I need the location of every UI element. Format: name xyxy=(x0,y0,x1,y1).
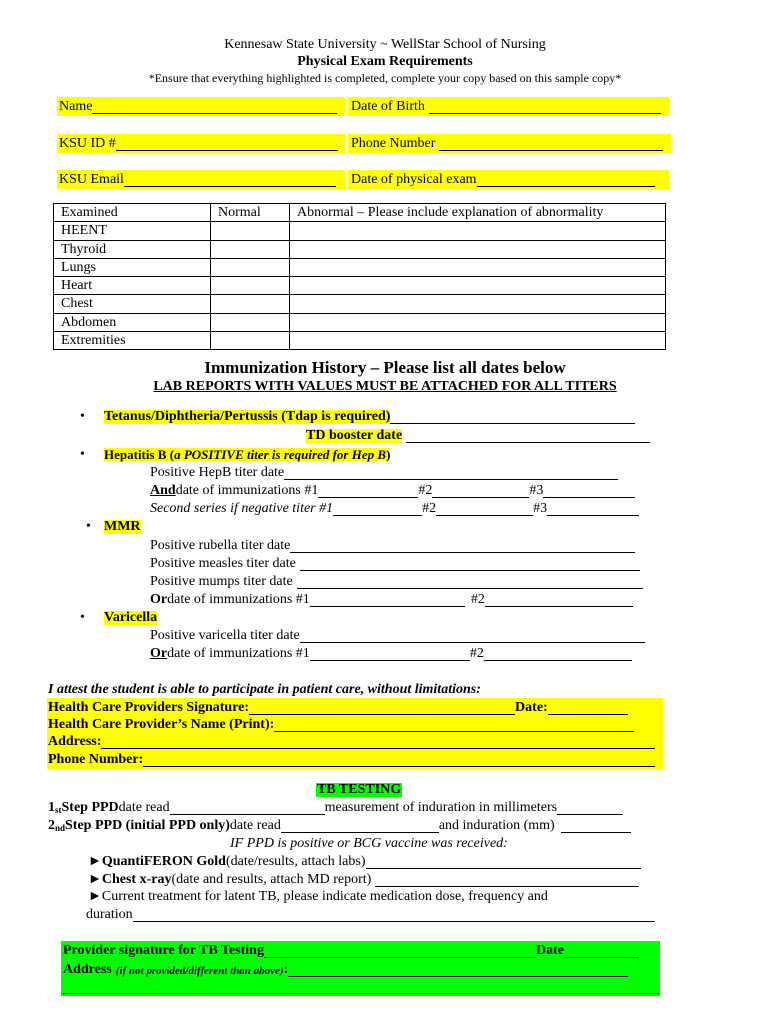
tb-provider-address-note: (if not provided/different than above) xyxy=(115,965,284,977)
hepb-imm-field[interactable] xyxy=(150,484,635,498)
email-blank[interactable] xyxy=(124,174,336,187)
second-series2-blank[interactable] xyxy=(436,503,533,516)
normal-cell[interactable] xyxy=(211,332,290,350)
provider-name-field[interactable] xyxy=(48,718,634,732)
quantiferon-label: QuantiFERON Gold xyxy=(101,854,226,869)
mmr-imm-field[interactable] xyxy=(150,593,633,607)
form-title: Physical Exam Requirements xyxy=(297,54,473,69)
normal-cell[interactable] xyxy=(211,277,290,295)
hepb-titer-label: Positive HepB titer date xyxy=(150,465,285,480)
lab-reports-note: LAB REPORTS WITH VALUES MUST BE ATTACHED FOR ALL TITERS xyxy=(153,379,617,394)
td-booster-field[interactable] xyxy=(306,429,650,443)
tb-provider-extra-line[interactable] xyxy=(63,993,659,994)
second-series2-label: #2 xyxy=(422,501,437,516)
step1-measure-blank[interactable] xyxy=(557,802,623,815)
mmr-imm1-blank[interactable] xyxy=(310,594,465,607)
tb-provider-signature-field[interactable] xyxy=(63,944,639,958)
duration-field[interactable] xyxy=(86,908,655,922)
bullet-icon: • xyxy=(80,447,85,462)
step2-date-label: date read xyxy=(229,818,281,833)
provider-address-field[interactable] xyxy=(48,735,655,749)
provider-signature-field[interactable] xyxy=(48,701,628,715)
step2-num: 2 xyxy=(48,818,55,833)
arrow-icon: ► xyxy=(88,854,102,869)
td-booster-blank[interactable] xyxy=(406,430,650,443)
ksu-id-blank[interactable] xyxy=(116,138,338,151)
tb-provider-address-field[interactable] xyxy=(63,963,628,977)
step2-ppd-field[interactable] xyxy=(48,819,631,833)
tb-provider-address-blank[interactable] xyxy=(288,964,628,977)
abnormal-cell[interactable] xyxy=(290,332,666,350)
second-series1-blank[interactable] xyxy=(333,503,422,516)
step2-measure-label: and induration (mm) xyxy=(438,818,555,833)
mumps-field[interactable] xyxy=(150,575,643,589)
provider-phone-blank[interactable] xyxy=(143,754,655,767)
abnormal-cell[interactable] xyxy=(290,240,666,258)
bullet-icon: • xyxy=(80,610,85,625)
email-field[interactable] xyxy=(59,173,336,187)
table-row xyxy=(54,258,666,276)
normal-cell[interactable] xyxy=(211,222,290,240)
measles-field[interactable] xyxy=(150,557,640,571)
rubella-label: Positive rubella titer date xyxy=(150,538,291,553)
second-series-field[interactable] xyxy=(150,502,639,516)
tdap-blank[interactable] xyxy=(390,411,635,424)
varicella-imm2-blank[interactable] xyxy=(484,648,632,661)
provider-name-blank[interactable] xyxy=(274,719,634,732)
varicella-imm-field[interactable] xyxy=(150,647,632,661)
step1-date-label: date read xyxy=(118,800,170,815)
provider-phone-label: Phone Number: xyxy=(48,752,144,767)
varicella-titer-blank[interactable] xyxy=(300,630,645,643)
table-row xyxy=(54,295,666,313)
exam-date-label: Date of physical exam xyxy=(351,172,477,187)
normal-cell[interactable] xyxy=(211,295,290,313)
second-series-label: Second series if negative titer #1 xyxy=(150,501,334,516)
table-row xyxy=(54,277,666,295)
table-row xyxy=(54,313,666,331)
mmr-imm2-label: #2 xyxy=(470,592,485,607)
step1-ppd-field[interactable] xyxy=(48,801,623,815)
step1-sup: st xyxy=(55,805,62,815)
tb-provider-address-colon: : xyxy=(283,962,289,977)
quantiferon-blank[interactable] xyxy=(366,856,641,869)
tb-provider-address-label: Address xyxy=(63,962,112,977)
varicella-titer-field[interactable] xyxy=(150,629,645,643)
exam-item: Abdomen xyxy=(54,313,211,331)
tb-provider-signature-label: Provider signature for TB Testing xyxy=(63,943,264,958)
arrow-icon: ► xyxy=(88,872,102,887)
name-label: Name xyxy=(59,99,93,114)
exam-table xyxy=(53,203,666,350)
mumps-blank[interactable] xyxy=(297,576,643,589)
hepb-imm1-blank[interactable] xyxy=(318,485,418,498)
bullet-icon: • xyxy=(80,409,85,424)
table-header-row xyxy=(54,204,666,222)
mmr-imm2-blank[interactable] xyxy=(485,594,633,607)
abnormal-cell[interactable] xyxy=(290,222,666,240)
exam-date-blank[interactable] xyxy=(477,174,655,187)
hepb-titer-blank[interactable] xyxy=(284,467,618,480)
provider-date-blank[interactable] xyxy=(548,702,628,715)
phone-label: Phone Number xyxy=(351,136,436,151)
step2-sup: nd xyxy=(55,823,66,833)
header-normal: Normal xyxy=(211,204,290,222)
rubella-blank[interactable] xyxy=(290,540,635,553)
step1-num: 1 xyxy=(48,800,55,815)
second-series3-blank[interactable] xyxy=(547,503,639,516)
if-positive-note: IF PPD is positive or BCG vaccine was received: xyxy=(230,836,508,851)
tb-provider-date-label: Date xyxy=(535,943,564,958)
tdap-label: Tetanus/Diphtheria/Pertussis (Tdap is required) xyxy=(104,409,391,424)
measles-blank[interactable] xyxy=(300,558,640,571)
provider-phone-field[interactable] xyxy=(48,753,655,767)
chest-xray-label: Chest x-ray xyxy=(101,872,172,887)
or-label: Or xyxy=(150,592,168,607)
rubella-field[interactable] xyxy=(150,539,635,553)
chest-xray-blank[interactable] xyxy=(375,874,639,887)
abnormal-cell[interactable] xyxy=(290,258,666,276)
treatment-text xyxy=(88,890,548,904)
mmr-label: MMR xyxy=(104,519,141,534)
step2-measure-blank[interactable] xyxy=(561,820,631,833)
mmr-imm-label: date of immunizations #1 xyxy=(167,592,310,607)
treatment-desc: Current treatment for latent TB, please indicate medication dose, frequency and xyxy=(101,889,548,904)
provider-address-label: Address: xyxy=(48,734,102,749)
and-label: And xyxy=(150,483,176,498)
varicella-titer-label: Positive varicella titer date xyxy=(150,628,300,643)
hepb-label-prefix: Hepatitis B ( xyxy=(104,447,175,462)
exam-date-field[interactable] xyxy=(351,173,655,187)
phone-field[interactable] xyxy=(351,137,663,151)
name-blank[interactable] xyxy=(92,101,337,114)
ksu-id-field[interactable] xyxy=(59,137,338,151)
abnormal-cell[interactable] xyxy=(290,277,666,295)
tdap-field[interactable] xyxy=(104,410,635,424)
header-abnormal: Abnormal – Please include explanation of abnormality xyxy=(290,204,666,222)
tb-testing-heading: TB TESTING xyxy=(317,782,402,797)
attestation-statement: I attest the student is able to participate in patient care, without limitations: xyxy=(48,682,481,697)
step2-label: Step PPD (initial PPD only) xyxy=(65,818,230,833)
varicella-imm-label: date of immunizations #1 xyxy=(167,646,310,661)
varicella-imm1-blank[interactable] xyxy=(310,648,470,661)
table-row xyxy=(54,222,666,240)
chest-xray-desc: (date and results, attach MD report) xyxy=(171,872,372,887)
normal-cell[interactable] xyxy=(211,313,290,331)
td-booster-label: TD booster date xyxy=(306,428,403,443)
email-label: KSU Email xyxy=(59,172,124,187)
hepb-label-suffix: ) xyxy=(386,447,391,462)
varicella-label: Varicella xyxy=(104,610,158,625)
quantiferon-field[interactable] xyxy=(88,855,641,869)
immunization-heading: Immunization History – Please list all dates below xyxy=(204,358,566,377)
varicella-imm2-label: #2 xyxy=(469,646,484,661)
exam-item: Chest xyxy=(54,295,211,313)
header-examined: Examined xyxy=(54,204,211,222)
provider-address-blank[interactable] xyxy=(101,736,655,749)
duration-label: duration xyxy=(86,907,133,922)
step1-date-blank[interactable] xyxy=(170,802,325,815)
step1-label: Step PPD xyxy=(61,800,119,815)
hepb-imm-label: date of immunizations #1 xyxy=(175,483,319,498)
form-instructions: *Ensure that everything highlighted is completed, complete your copy based on this sample copy* xyxy=(148,71,622,85)
institution-name: Kennesaw State University ~ WellStar School of Nursing xyxy=(224,37,546,52)
hepb-titer-field[interactable] xyxy=(150,466,618,480)
quantiferon-desc: (date/results, attach labs) xyxy=(225,854,366,869)
step1-measure-label: measurement of induration in millimeters xyxy=(324,800,558,815)
dob-field[interactable] xyxy=(351,100,661,114)
hepb-imm3-label: #3 xyxy=(529,483,544,498)
provider-name-label: Health Care Provider’s Name (Print): xyxy=(48,717,275,732)
step2-date-blank[interactable] xyxy=(281,820,439,833)
arrow-icon: ► xyxy=(88,889,102,904)
hepb-imm3-blank[interactable] xyxy=(543,485,635,498)
hepb-label-note: a POSITIVE titer is required for Hep B xyxy=(174,447,387,462)
table-row xyxy=(54,240,666,258)
exam-item: Extremities xyxy=(54,332,211,350)
duration-blank[interactable] xyxy=(133,909,655,922)
measles-label: Positive measles titer date xyxy=(150,556,296,571)
normal-cell[interactable] xyxy=(211,258,290,276)
ksu-id-label: KSU ID # xyxy=(59,136,116,151)
phone-blank[interactable] xyxy=(439,138,663,151)
provider-date-label: Date: xyxy=(515,700,548,715)
or-label: Or xyxy=(150,646,168,661)
chest-xray-field[interactable] xyxy=(88,873,639,887)
tb-provider-date-blank[interactable] xyxy=(564,945,639,958)
name-field[interactable] xyxy=(59,100,337,114)
second-series3-label: #3 xyxy=(533,501,548,516)
hepb-label xyxy=(104,448,390,461)
exam-item: Thyroid xyxy=(54,240,211,258)
provider-signature-label: Health Care Providers Signature: xyxy=(48,700,250,715)
hepb-imm2-label: #2 xyxy=(418,483,433,498)
tb-provider-signature-blank[interactable] xyxy=(264,945,536,958)
dob-label: Date of Birth xyxy=(351,99,425,114)
exam-item: Heart xyxy=(54,277,211,295)
abnormal-cell[interactable] xyxy=(290,313,666,331)
dob-blank[interactable] xyxy=(429,101,661,114)
mumps-label: Positive mumps titer date xyxy=(150,574,293,589)
exam-item: Lungs xyxy=(54,258,211,276)
table-row xyxy=(54,332,666,350)
provider-signature-blank[interactable] xyxy=(249,702,515,715)
abnormal-cell[interactable] xyxy=(290,295,666,313)
normal-cell[interactable] xyxy=(211,240,290,258)
bullet-icon: • xyxy=(86,519,91,534)
exam-item: HEENT xyxy=(54,222,211,240)
hepb-imm2-blank[interactable] xyxy=(432,485,529,498)
